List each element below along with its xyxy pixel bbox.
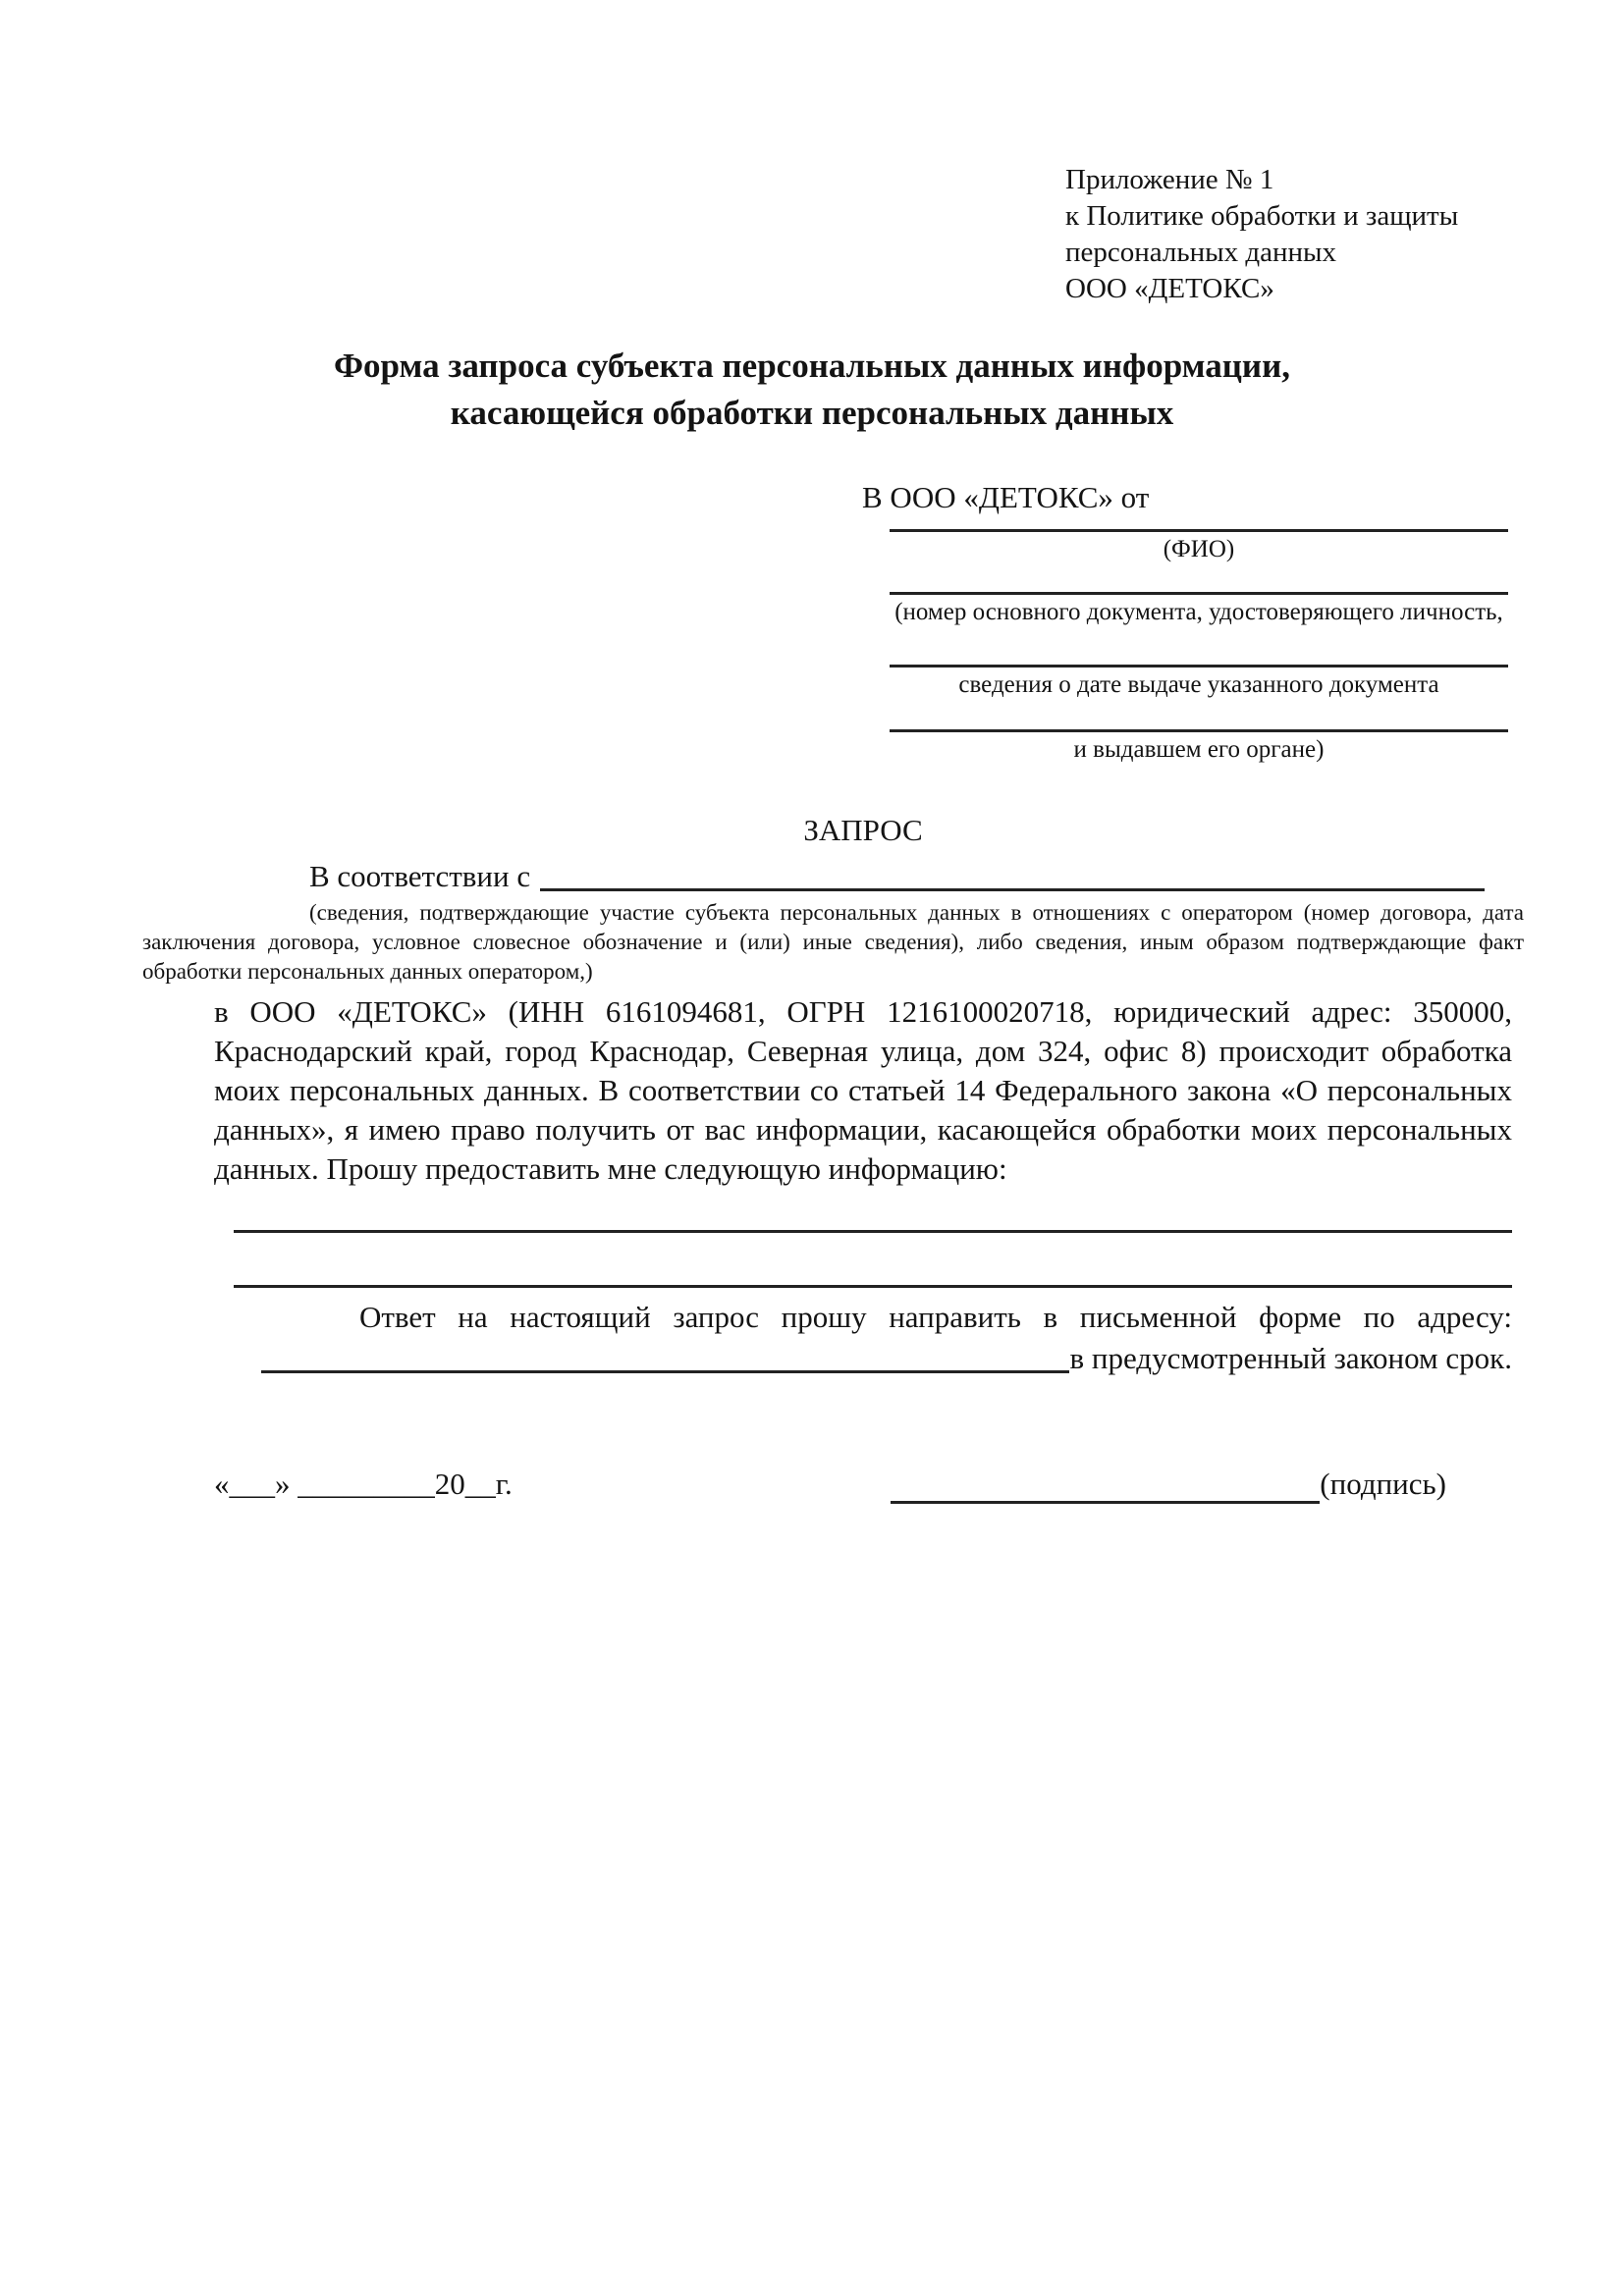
info-blank-line-2 xyxy=(234,1233,1512,1288)
answer-deadline-text: в предусмотренный законом срок. xyxy=(1069,1341,1512,1375)
request-heading: ЗАПРОС xyxy=(803,813,923,847)
issuing-authority-field xyxy=(890,700,1508,765)
accordance-blank-line xyxy=(540,857,1485,891)
issue-date-field xyxy=(890,627,1508,700)
document-number-field xyxy=(890,564,1508,627)
appendix-header-line: Приложение № 1 xyxy=(1065,164,1274,195)
appendix-header xyxy=(1065,162,1512,307)
fio-caption: (ФИО) xyxy=(1163,536,1235,562)
answer-deadline-row xyxy=(261,1339,1512,1378)
document-number-blank-line xyxy=(890,564,1508,595)
address-blank-line xyxy=(261,1370,1069,1373)
signature-blank-line xyxy=(891,1471,1320,1504)
date-blank: «___» _________20__г. xyxy=(214,1467,513,1501)
appendix-header-line: персональных данных xyxy=(1065,237,1337,268)
request-body: в ООО «ДЕТОКС» (ИНН 6161094681, ОГРН 1216100020718, юридический адрес: 350000, Краснодарский край, город Краснодар, Северная улица, дом 324, офис 8) происходит обработка моих персональных данных. В соответствии со статьей 14 Федерального закона «О персональных данных», я имею право получить от вас информации, касающейся обработки моих персональных данных. Прошу предоставить мне следующую информацию: xyxy=(214,994,1512,1186)
appendix-header-line: ООО «ДЕТОКС» xyxy=(1065,273,1274,304)
info-blank-line-1 xyxy=(234,1206,1512,1233)
addressee-fields xyxy=(890,517,1508,765)
issue-date-blank-line xyxy=(890,627,1508,667)
form-title-line: касающейся обработки персональных данных xyxy=(450,394,1174,432)
appendix-header-line: к Политике обработки и защиты xyxy=(1065,200,1459,232)
issue-date-caption: сведения о дате выдаче указанного документа xyxy=(958,671,1439,698)
signature-part xyxy=(891,1465,1446,1504)
issuing-authority-caption: и выдавшем его органе) xyxy=(1073,736,1325,763)
accordance-prefix: В соответствии с xyxy=(309,859,531,893)
issuing-authority-blank-line xyxy=(890,700,1508,732)
accordance-row xyxy=(214,857,1485,896)
sign-row xyxy=(214,1465,1446,1504)
fine-print-note: (сведения, подтверждающие участие субъекта персональных данных в отношениях с оператором (номер договора, дата заключения договора, условное словесное обозначение и (или) иные сведения), либо сведения, иным образом подтверждающие факт обработки персональных данных оператором,) xyxy=(142,900,1524,984)
form-title-line: Форма запроса субъекта персональных данных информации, xyxy=(333,347,1291,385)
fio-blank-line xyxy=(890,517,1508,532)
answer-request-line: Ответ на настоящий запрос прошу направить в письменной форме по адресу: xyxy=(359,1300,1512,1334)
form-title xyxy=(0,343,1624,437)
fio-field xyxy=(890,517,1508,564)
signature-caption: (подпись) xyxy=(1320,1467,1446,1501)
document-number-caption: (номер основного документа, удостоверяющего личность, xyxy=(894,599,1503,625)
addressee-to-line: В ООО «ДЕТОКС» от xyxy=(862,480,1150,514)
